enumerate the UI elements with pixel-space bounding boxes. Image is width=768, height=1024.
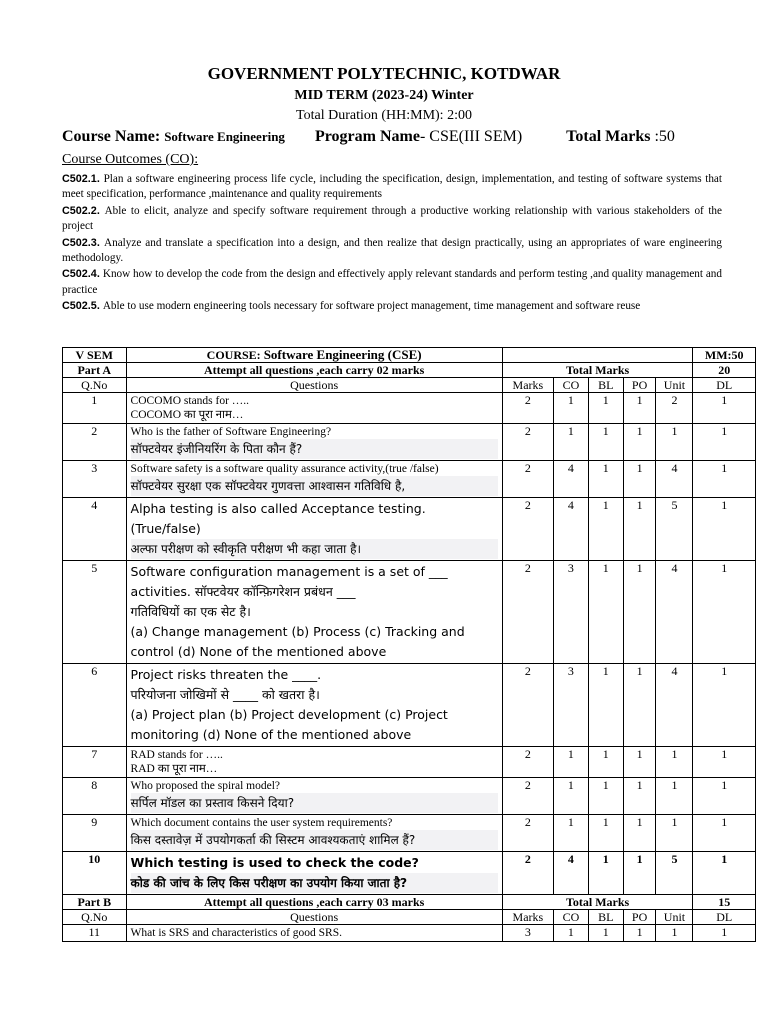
- question-line: कोड की जांच के लिए किस परीक्षण का उपयोग किया जाता है?: [131, 873, 498, 893]
- question-text: [126, 561, 502, 664]
- question-po: 1: [623, 424, 656, 461]
- question-line: control (d) None of the mentioned above: [130, 644, 387, 659]
- question-unit: 1: [656, 424, 693, 461]
- course-outcome-text: Know how to develop the code from the design and effectively apply relevant standards and perform testing ,and quality management and practice: [62, 268, 722, 296]
- question-line: (a) Change management (b) Process (c) Tracking and: [130, 624, 465, 639]
- question-po: 1: [623, 461, 656, 498]
- unit-header: Unit: [656, 378, 693, 393]
- question-line: सॉफ्टवेयर सुरक्षा एक सॉफ्टवेयर गुणवत्ता आश्वासन गतिविधि है,: [131, 476, 498, 496]
- question-co: 1: [554, 778, 589, 815]
- question-unit: 1: [656, 747, 693, 778]
- sem-cell: V SEM: [63, 348, 127, 363]
- question-marks: 2: [502, 424, 553, 461]
- part-b-label: Part B: [63, 895, 127, 910]
- question-marks: 2: [502, 664, 553, 747]
- part-a-label: Part A: [63, 363, 127, 378]
- question-number: 1: [63, 393, 127, 424]
- question-unit: 1: [656, 778, 693, 815]
- course-outcome-4: [62, 267, 722, 298]
- question-po: 1: [623, 498, 656, 561]
- question-dl: 1: [693, 778, 756, 815]
- question-dl: 1: [693, 852, 756, 895]
- part-b-row: [63, 895, 756, 910]
- question-co: 1: [554, 424, 589, 461]
- question-po: 1: [623, 747, 656, 778]
- question-line: Software configuration management is a set of ___: [130, 564, 448, 579]
- question-line: COCOMO stands for …..: [130, 395, 250, 407]
- question-number: 3: [63, 461, 127, 498]
- course-outcome-text: Able to use modern engineering tools necessary for software project management, time management and software reuse: [102, 300, 641, 313]
- part-a-total-label: Total Marks: [502, 363, 693, 378]
- question-marks: 2: [502, 747, 553, 778]
- question-number: 2: [63, 424, 127, 461]
- question-line: Alpha testing is also called Acceptance testing.: [130, 501, 426, 516]
- question-text: [126, 852, 502, 895]
- question-number: 8: [63, 778, 127, 815]
- course-meta-line: Course Name: Software Engineering Program Name- CSE(III SEM) Total Marks :50: [62, 128, 675, 145]
- question-dl: 1: [693, 815, 756, 852]
- question-row: [63, 815, 756, 852]
- question-marks: 2: [502, 498, 553, 561]
- question-line: Who is the father of Software Engineering?: [130, 426, 332, 438]
- question-number: 5: [63, 561, 127, 664]
- question-row: [63, 498, 756, 561]
- max-marks-cell: MM:50: [693, 348, 756, 363]
- column-header-row: [63, 378, 756, 393]
- course-outcome-code: C502.3.: [62, 236, 105, 249]
- question-number: 6: [63, 664, 127, 747]
- question-marks: 2: [502, 852, 553, 895]
- question-po: 1: [623, 815, 656, 852]
- question-co: 3: [554, 561, 589, 664]
- question-text: [126, 424, 502, 461]
- part-b-total-label: Total Marks: [502, 895, 693, 910]
- question-bl: 1: [588, 561, 623, 664]
- dl-header: DL: [693, 378, 756, 393]
- course-outcome-text: Analyze and translate a specification into a design, and then realize that design practically, using an appropriates of ware engineering methodology.: [62, 236, 722, 265]
- course-outcome-2: [62, 204, 722, 235]
- question-dl: 1: [693, 561, 756, 664]
- question-row: [63, 747, 756, 778]
- question-bl: 1: [588, 664, 623, 747]
- questions-header: Questions: [126, 910, 502, 925]
- po-header: PO: [623, 910, 656, 925]
- question-dl: 1: [693, 664, 756, 747]
- question-line: Which document contains the user system requirements?: [130, 817, 393, 829]
- qno-header: Q.No: [63, 378, 127, 393]
- column-header-row: [63, 910, 756, 925]
- institution-title: GOVERNMENT POLYTECHNIC, KOTDWAR: [207, 64, 561, 83]
- total-marks-label: Total Marks: [566, 128, 651, 145]
- question-table: [62, 347, 756, 942]
- question-row: [63, 424, 756, 461]
- question-bl: 1: [588, 747, 623, 778]
- program-label: Program Name: [314, 128, 420, 145]
- question-unit: 1: [656, 925, 693, 942]
- question-unit: 4: [656, 664, 693, 747]
- co-header: CO: [554, 910, 589, 925]
- question-row: [63, 561, 756, 664]
- question-marks: 3: [502, 925, 553, 942]
- total-marks-value: :50: [654, 128, 675, 145]
- question-line: (True/false): [130, 521, 201, 536]
- part-b-instruction: Attempt all questions ,each carry 03 marks: [126, 895, 502, 910]
- course-outcomes-heading: Course Outcomes (CO):: [62, 152, 199, 167]
- question-dl: 1: [693, 498, 756, 561]
- question-bl: 1: [588, 461, 623, 498]
- question-line: monitoring (d) None of the mentioned above: [130, 727, 412, 742]
- part-b-total: 15: [693, 895, 756, 910]
- course-cell: COURSE: Software Engineering (CSE): [126, 348, 502, 363]
- question-bl: 1: [588, 424, 623, 461]
- course-outcome-code: C502.4.: [62, 268, 103, 281]
- question-text: [126, 747, 502, 778]
- question-text: [126, 925, 502, 942]
- marks-header: Marks: [502, 378, 553, 393]
- question-line: Project risks threaten the ____.: [130, 667, 322, 682]
- question-line: Who proposed the spiral model?: [130, 780, 281, 792]
- course-label: Course Name: [62, 128, 155, 145]
- part-a-instruction: Attempt all questions ,each carry 02 marks: [126, 363, 502, 378]
- program-name: - CSE(III SEM): [419, 128, 523, 145]
- question-text: [126, 393, 502, 424]
- question-bl: 1: [588, 852, 623, 895]
- question-marks: 2: [502, 778, 553, 815]
- question-line: सॉफ्टवेयर इंजीनियरिंग के पिता कौन हैं?: [131, 439, 498, 459]
- question-co: 1: [554, 393, 589, 424]
- question-dl: 1: [693, 424, 756, 461]
- question-unit: 2: [656, 393, 693, 424]
- questions-header: Questions: [126, 378, 502, 393]
- unit-header: Unit: [656, 910, 693, 925]
- question-line: किस दस्तावेज़ में उपयोगकर्ता की सिस्टम आवश्यकताएं शामिल हैं?: [131, 830, 498, 850]
- question-text: [126, 498, 502, 561]
- question-line: (a) Project plan (b) Project development (c) Project: [130, 707, 448, 722]
- question-text: [126, 664, 502, 747]
- question-po: 1: [623, 664, 656, 747]
- question-number: 10: [63, 852, 127, 895]
- question-bl: 1: [588, 393, 623, 424]
- exam-title: MID TERM (2023-24) Winter: [294, 88, 474, 103]
- question-line: गतिविधियों का एक सेट है।: [130, 604, 251, 619]
- question-line: परियोजना जोखिमों से ____ को खतरा है।: [130, 687, 320, 702]
- course-outcome-code: C502.2.: [62, 204, 105, 217]
- course-outcome-5: [62, 299, 722, 314]
- bl-header: BL: [588, 910, 623, 925]
- question-po: 1: [623, 393, 656, 424]
- question-dl: 1: [693, 393, 756, 424]
- question-number: 9: [63, 815, 127, 852]
- blank-cell: [502, 348, 693, 363]
- question-marks: 2: [502, 461, 553, 498]
- part-a-total: 20: [693, 363, 756, 378]
- question-line: Software safety is a software quality assurance activity,(true /false): [130, 463, 439, 475]
- question-text: [126, 815, 502, 852]
- question-number: 11: [63, 925, 127, 942]
- co-header: CO: [554, 378, 589, 393]
- question-unit: 5: [656, 852, 693, 895]
- question-row: [63, 852, 756, 895]
- question-row: [63, 461, 756, 498]
- question-co: 1: [554, 747, 589, 778]
- course-outcome-1: [62, 172, 722, 203]
- question-marks: 2: [502, 561, 553, 664]
- question-line: Which testing is used to check the code?: [130, 855, 419, 870]
- question-unit: 4: [656, 561, 693, 664]
- question-dl: 1: [693, 747, 756, 778]
- question-co: 1: [554, 815, 589, 852]
- course-outcome-3: [62, 236, 722, 267]
- question-po: 1: [623, 925, 656, 942]
- question-bl: 1: [588, 925, 623, 942]
- course-outcome-code: C502.1.: [62, 173, 104, 185]
- question-po: 1: [623, 778, 656, 815]
- question-co: 1: [554, 925, 589, 942]
- question-co: 4: [554, 852, 589, 895]
- question-unit: 5: [656, 498, 693, 561]
- question-co: 4: [554, 498, 589, 561]
- question-co: 3: [554, 664, 589, 747]
- question-row: [63, 393, 756, 424]
- question-unit: 4: [656, 461, 693, 498]
- question-line: COCOMO का पूरा नाम…: [130, 409, 244, 421]
- question-row: [63, 778, 756, 815]
- question-line: RAD stands for …..: [130, 749, 223, 761]
- bl-header: BL: [588, 378, 623, 393]
- question-marks: 2: [502, 815, 553, 852]
- question-line: What is SRS and characteristics of good SRS.: [130, 927, 342, 939]
- question-row: [63, 925, 756, 942]
- question-dl: 1: [693, 925, 756, 942]
- question-marks: 2: [502, 393, 553, 424]
- question-co: 4: [554, 461, 589, 498]
- dl-header: DL: [693, 910, 756, 925]
- question-bl: 1: [588, 815, 623, 852]
- po-header: PO: [623, 378, 656, 393]
- question-unit: 1: [656, 815, 693, 852]
- duration: Total Duration (HH:MM): 2:00: [296, 108, 472, 123]
- question-dl: 1: [693, 461, 756, 498]
- question-line: RAD का पूरा नाम…: [130, 763, 218, 775]
- course-outcome-text: Plan a software engineering process life cycle, including the specification, design, implementation, and testing of software systems that meet specification, performance ,maintenance and quality requirements: [62, 173, 722, 201]
- marks-header: Marks: [502, 910, 553, 925]
- question-text: [126, 461, 502, 498]
- course-outcome-text: Able to elicit, analyze and specify software requirement through a productive working relationship with various stakeholders of the project: [62, 204, 722, 233]
- question-po: 1: [623, 561, 656, 664]
- question-number: 4: [63, 498, 127, 561]
- course-outcome-code: C502.5.: [62, 300, 103, 313]
- qno-header: Q.No: [63, 910, 127, 925]
- question-line: सर्पिल मॉडल का प्रस्ताव किसने दिया?: [131, 793, 498, 813]
- question-line: अल्फा परीक्षण को स्वीकृति परीक्षण भी कहा जाता है।: [131, 539, 498, 559]
- question-row: [63, 664, 756, 747]
- question-bl: 1: [588, 778, 623, 815]
- question-number: 7: [63, 747, 127, 778]
- question-bl: 1: [588, 498, 623, 561]
- question-text: [126, 778, 502, 815]
- course-outcomes-list: [62, 172, 722, 316]
- question-po: 1: [623, 852, 656, 895]
- course-name: Software Engineering: [164, 129, 285, 144]
- question-line: activities. सॉफ्टवेयर कॉन्फ़िगरेशन प्रबंधन ___: [130, 584, 356, 599]
